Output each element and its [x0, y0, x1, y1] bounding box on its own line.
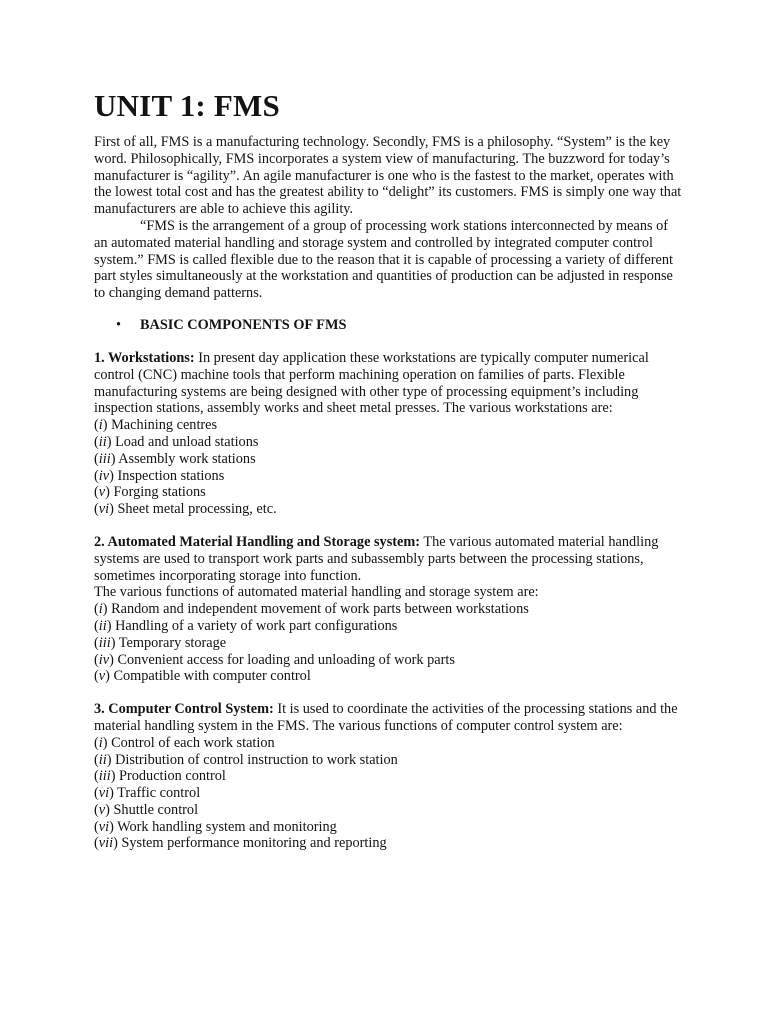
material-handling-paragraph [94, 534, 684, 584]
material-handling-heading: 2. Automated Material Handling and Storage system: [94, 533, 421, 550]
list-item-number: i [98, 601, 103, 618]
section-workstations [94, 350, 684, 518]
list-item-paren-open: ( [94, 450, 99, 467]
list-item [94, 668, 684, 685]
computer-control-heading: 3. Computer Control System: [94, 701, 274, 718]
workstations-text: In present day application these workstations are typically computer numerical control (CNC) machine tools that perform machining operation on families of parts. Flexible manufacturing systems are being designed with other type of processing equipment’s including inspection stations, assembly works and sheet metal presses. The various workstations are: [94, 349, 649, 417]
list-item [94, 601, 684, 618]
list-item-paren-open: ( [94, 801, 99, 818]
computer-control-paragraph [94, 701, 684, 735]
list-item-text: Assembly work stations [118, 450, 256, 467]
list-item-paren-open: ( [94, 734, 99, 751]
list-item [94, 451, 684, 468]
list-item-number: iii [98, 768, 111, 785]
list-item-paren-open: ( [94, 768, 99, 785]
list-item-paren-close: ) [102, 601, 112, 618]
list-item-paren-close: ) [106, 617, 116, 634]
page-title: UNIT 1: FMS [94, 88, 280, 123]
list-item-paren-open: ( [94, 617, 99, 634]
list-item [94, 652, 684, 669]
list-item-text: Temporary storage [118, 634, 227, 651]
list-item-paren-close: ) [109, 785, 118, 802]
list-item [94, 618, 684, 635]
list-item-text: Sheet metal processing, etc. [117, 501, 277, 518]
list-item [94, 417, 684, 434]
list-item-paren-open: ( [94, 651, 99, 668]
list-item-paren-open: ( [94, 751, 99, 768]
list-item [94, 468, 684, 485]
list-item-number: ii [98, 433, 107, 450]
list-item-paren-close: ) [109, 818, 118, 835]
workstations-list [94, 417, 684, 518]
list-item-paren-close: ) [105, 668, 114, 685]
list-item-number: iii [98, 634, 111, 651]
list-item-text: Machining centres [111, 417, 218, 434]
list-item-paren-close: ) [106, 751, 116, 768]
list-item-number: vii [98, 835, 114, 852]
list-item-number: vi [98, 785, 110, 802]
list-item-text: Traffic control [117, 785, 201, 802]
list-item-text: System performance monitoring and reporting [121, 835, 387, 852]
list-item [94, 501, 684, 518]
material-handling-list [94, 601, 684, 685]
list-item-text: Inspection stations [117, 467, 225, 484]
list-item-paren-open: ( [94, 634, 99, 651]
components-heading-text: BASIC COMPONENTS OF FMS [140, 316, 347, 333]
computer-control-list [94, 735, 684, 853]
list-item-paren-close: ) [105, 801, 114, 818]
list-item-text: Compatible with computer control [113, 668, 311, 685]
workstations-heading: 1. Workstations: [94, 349, 195, 366]
list-item-number: i [98, 417, 103, 434]
workstations-paragraph [94, 350, 684, 417]
computer-control-text: It is used to coordinate the activities of the processing stations and the material handling system in the FMS. The various functions of computer control system are: [94, 701, 678, 734]
list-item-text: Control of each work station [111, 734, 275, 751]
list-item-text: Production control [119, 768, 226, 785]
list-item-paren-close: ) [110, 768, 120, 785]
list-item-paren-close: ) [105, 484, 114, 501]
list-item-number: vi [98, 818, 110, 835]
section-material-handling [94, 534, 684, 685]
list-item-paren-close: ) [106, 433, 116, 450]
list-item-text: Load and unload stations [115, 433, 259, 450]
list-item-paren-open: ( [94, 601, 99, 618]
document-page [94, 88, 684, 868]
list-item-paren-open: ( [94, 467, 99, 484]
list-item-paren-open: ( [94, 501, 99, 518]
list-item [94, 484, 684, 501]
list-item-number: ii [98, 751, 107, 768]
list-item [94, 802, 684, 819]
list-item-paren-close: ) [102, 417, 112, 434]
list-item [94, 835, 684, 852]
list-item [94, 785, 684, 802]
intro-paragraph-1: First of all, FMS is a manufacturing technology. Secondly, FMS is a philosophy. “System” is the key word. Philosophically, FMS incorporates a system view of manufacturing. The buzzword for today’s manufacturer is “agility”. An agile manufacturer is one who is the fastest to the market, operates with the lowest total cost and has the greatest ability to “delight” its customers. FMS is simply one way that manufacturers are able to achieve this agility. [94, 134, 682, 218]
list-item-paren-open: ( [94, 484, 99, 501]
list-item-paren-close: ) [109, 467, 118, 484]
list-item-text: Random and independent movement of work parts between workstations [111, 601, 529, 618]
list-item-paren-open: ( [94, 785, 99, 802]
material-handling-text: The various automated material handling systems are used to transport work parts and subassembly parts between the processing stations, sometimes incorporating storage into function. [94, 533, 659, 584]
list-item-paren-open: ( [94, 668, 99, 685]
list-item-number: v [98, 484, 106, 501]
list-item-number: iv [98, 467, 110, 484]
components-heading [94, 317, 684, 334]
list-item-text: Distribution of control instruction to work station [115, 751, 398, 768]
list-item [94, 819, 684, 836]
list-item-text: Forging stations [113, 484, 206, 501]
list-item-paren-close: ) [109, 651, 118, 668]
list-item [94, 635, 684, 652]
list-item-paren-close: ) [109, 501, 118, 518]
list-item-paren-close: ) [110, 450, 119, 467]
list-item-paren-open: ( [94, 417, 99, 434]
material-handling-lead: The various functions of automated material handling and storage system are: [94, 584, 539, 601]
section-computer-control [94, 701, 684, 852]
list-item [94, 434, 684, 451]
list-item-text: Shuttle control [113, 801, 199, 818]
list-item [94, 752, 684, 769]
list-item [94, 735, 684, 752]
list-item-number: iv [98, 651, 110, 668]
list-item-text: Handling of a variety of work part configurations [115, 617, 398, 634]
list-item-text: Convenient access for loading and unloading of work parts [117, 651, 455, 668]
list-item-number: i [98, 734, 103, 751]
list-item-paren-open: ( [94, 835, 99, 852]
list-item-number: v [98, 801, 106, 818]
list-item-number: vi [98, 501, 110, 518]
list-item-paren-close: ) [110, 634, 119, 651]
list-item-paren-open: ( [94, 433, 99, 450]
list-item-text: Work handling system and monitoring [117, 818, 337, 835]
list-item-paren-open: ( [94, 818, 99, 835]
bullet-icon: • [116, 316, 122, 333]
list-item-number: v [98, 668, 106, 685]
list-item-paren-close: ) [113, 835, 122, 852]
intro-paragraph-2: “FMS is the arrangement of a group of processing work stations interconnected by means of an automated material handling and storage system and controlled by integrated computer control system.” FMS is called flexible due to the reason that it is capable of processing a variety of different part styles simultaneously at the workstation and quantities of production can be adjusted in response to changing demand patterns. [94, 217, 673, 302]
list-item-paren-close: ) [102, 734, 112, 751]
list-item [94, 768, 684, 785]
list-item-number: iii [98, 450, 111, 467]
list-item-number: ii [98, 617, 107, 634]
